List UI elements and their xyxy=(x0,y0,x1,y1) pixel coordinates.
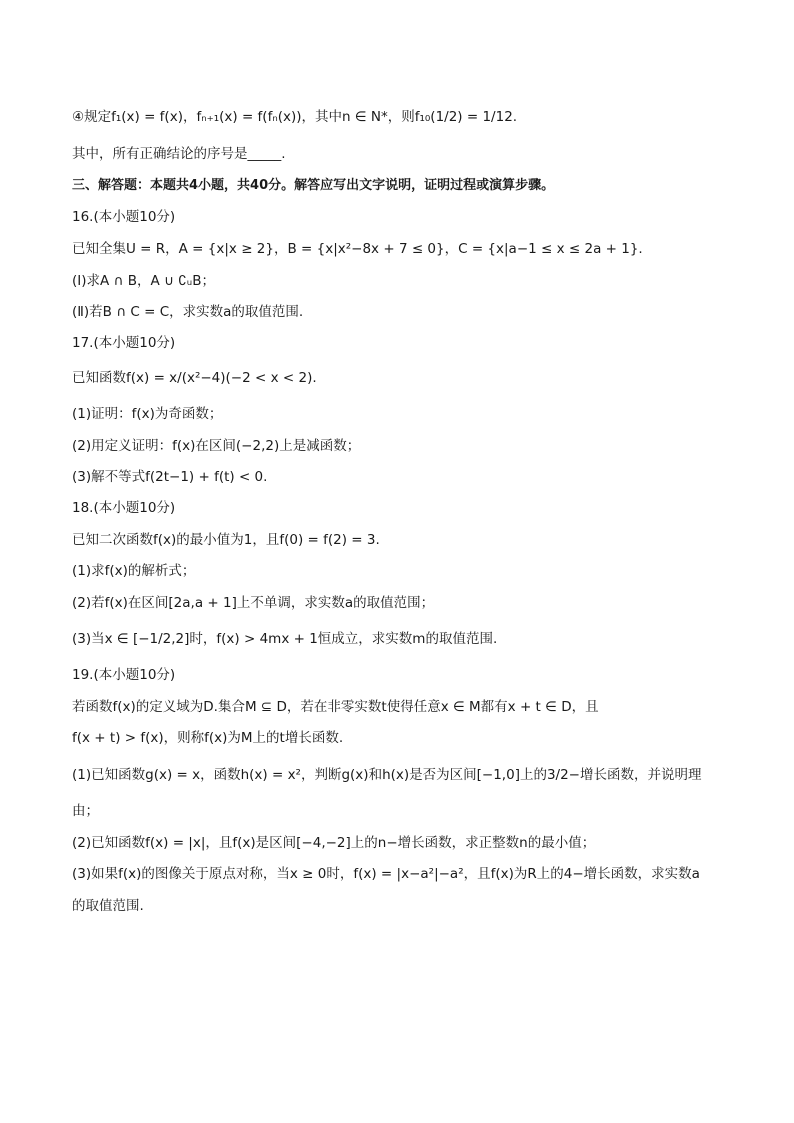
problem-18-part-1: (1)求f(x)的解析式； xyxy=(72,563,196,579)
problem-16-part-1: (Ⅰ)求A ∩ B，A ∪ ∁ᵤB； xyxy=(72,273,215,289)
problem-19-part-2: (2)已知函数f(x) = |x|，且f(x)是区间[−4,−2]上的n−增长函数，求正整数n的最小值； xyxy=(72,835,596,851)
problem-17-stem: 已知函数f(x) = x/(x²−4)(−2 < x < 2). xyxy=(72,370,317,386)
problem-19-part-1: (1)已知函数g(x) = x，函数h(x) = x²，判断g(x)和h(x)是否为区间[−1,0]上的3/2−增长函数，并说明理 xyxy=(72,767,702,783)
statement-4: ④规定f₁(x) = f(x)，fₙ₊₁(x) = f(fₙ(x))，其中n ∈ N*，则f₁₀(1/2) = 1/12. xyxy=(72,109,518,125)
problem-17-part-2: (2)用定义证明：f(x)在区间(−2,2)上是减函数； xyxy=(72,438,361,454)
problem-17-header: 17.(本小题10分) xyxy=(72,335,176,351)
problem-16-stem: 已知全集U = R，A = {x|x ≥ 2}，B = {x|x²−8x + 7 ≤ 0}，C = {x|a−1 ≤ x ≤ 2a + 1}. xyxy=(72,241,643,257)
problem-17-part-1: (1)证明：f(x)为奇函数； xyxy=(72,406,223,422)
problem-18-stem: 已知二次函数f(x)的最小值为1，且f(0) = f(2) = 3. xyxy=(72,532,380,548)
problem-19-part-1-cont: 由； xyxy=(72,803,99,819)
problem-19-stem-2: f(x + t) > f(x)，则称f(x)为M上的t增长函数. xyxy=(72,730,344,746)
problem-18-header: 18.(本小题10分) xyxy=(72,500,176,516)
problem-18-part-3: (3)当x ∈ [−1/2,2]时，f(x) > 4mx + 1恒成立，求实数m的取值范围. xyxy=(72,631,498,647)
problem-16-part-2: (Ⅱ)若B ∩ C = C，求实数a的取值范围. xyxy=(72,304,304,320)
problem-18-part-2: (2)若f(x)在区间[2a,a + 1]上不单调，求实数a的取值范围； xyxy=(72,595,435,611)
problem-19-header: 19.(本小题10分) xyxy=(72,667,176,683)
problem-16-header: 16.(本小题10分) xyxy=(72,209,176,225)
problem-17-part-3: (3)解不等式f(2t−1) + f(t) < 0. xyxy=(72,469,268,485)
fill-blank-prompt: 其中，所有正确结论的序号是_____. xyxy=(72,146,286,162)
section-heading: 三、解答题：本题共4小题，共40分。解答应写出文字说明，证明过程或演算步骤。 xyxy=(72,178,555,193)
problem-19-part-3: (3)如果f(x)的图像关于原点对称，当x ≥ 0时，f(x) = |x−a²|−a²，且f(x)为R上的4−增长函数，求实数a xyxy=(72,866,700,882)
problem-19-stem-1: 若函数f(x)的定义域为D.集合M ⊆ D，若在非零实数t使得任意x ∈ M都有x + t ∈ D，且 xyxy=(72,699,599,715)
problem-19-part-3-cont: 的取值范围. xyxy=(72,898,144,914)
